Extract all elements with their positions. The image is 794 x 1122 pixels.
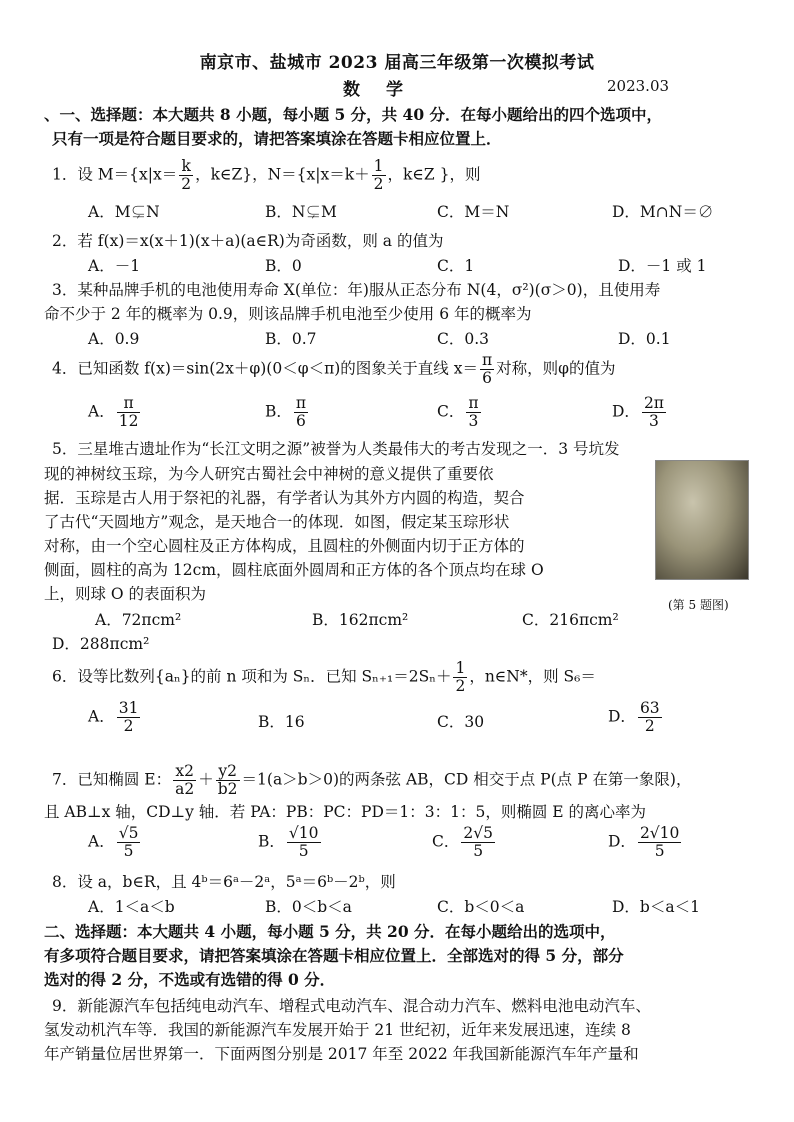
q6-option-d-frac (638, 700, 662, 735)
q4-option-a-den: 12 (118, 412, 139, 430)
q1-stem-a: 1．设 M＝{x|x＝ (52, 165, 178, 184)
q4-frac-num: π (481, 351, 493, 369)
q7-frac1-den: a2 (175, 780, 195, 798)
q7-option-a-den: 5 (123, 842, 134, 860)
q7-option-a-label: A． (88, 832, 115, 851)
q7-frac2 (216, 763, 240, 798)
q4-option-b-num: π (295, 394, 307, 412)
q7-option-c-den: 5 (473, 842, 484, 860)
jade-cong-photo (655, 460, 749, 580)
q7-option-a-num: √5 (118, 824, 139, 842)
q4-stem (52, 352, 752, 387)
q5-line5: 对称，由一个空心圆柱及正方体构成，且圆柱的外侧面内切于正方体的 (44, 537, 525, 555)
q7-option-b-num: √10 (288, 824, 319, 842)
q7-option-d-num: 2√10 (639, 824, 680, 842)
section2-line2: 有多项符合题目要求，请把答案填涂在答题卡相应位置上．全部选对的得 5 分，部分 (44, 946, 624, 965)
q8-option-d: D．b＜a＜1 (612, 898, 700, 916)
q1-option-c: C．M＝N (437, 203, 510, 221)
exam-date: 2023.03 (607, 77, 670, 95)
q7-option-d-label: D． (608, 832, 636, 851)
q1-option-b: B．N⊊M (265, 203, 337, 221)
q7-option-b-den: 5 (298, 842, 309, 860)
section1-line2: 只有一项是符合题目要求的，请把答案填涂在答题卡相应位置上． (52, 129, 502, 148)
q1-frac1-den: 2 (181, 175, 192, 193)
q6-option-d-label: D． (608, 707, 636, 726)
q4-option-c (437, 395, 483, 430)
q8-option-c: C．b＜0＜a (437, 898, 525, 916)
q7-frac2-num: y2 (216, 763, 240, 781)
q1-frac2-den: 2 (373, 175, 384, 193)
q4-option-a-label: A． (88, 402, 115, 421)
q4-option-a-frac (117, 395, 141, 430)
q7-stem-a: 7．已知椭圆 E： (52, 770, 172, 789)
q1-stem (52, 158, 752, 193)
q7-option-c (432, 825, 497, 860)
q4-stem-a: 4．已知函数 f(x)＝sin(2x＋φ)(0＜φ＜π)的图象关于直线 x＝ (52, 359, 478, 378)
q7-option-a (88, 825, 142, 860)
q4-frac-den: 6 (482, 369, 493, 387)
q6-option-a-num: 31 (118, 699, 139, 717)
q6-stem-a: 6．设等比数列{aₙ}的前 n 项和为 Sₙ．已知 Sₙ₊₁＝2Sₙ＋ (52, 667, 452, 686)
q2-stem: 2．若 f(x)＝x(x＋1)(x＋a)(a∈R)为奇函数，则 a 的值为 (52, 232, 444, 250)
q9-line1: 9．新能源汽车包括纯电动汽车、增程式电动汽车、混合动力汽车、燃料电池电动汽车、 (52, 997, 651, 1015)
q6-frac-den: 2 (455, 677, 466, 695)
q1-frac1 (179, 158, 193, 193)
q4-frac (480, 352, 494, 387)
q5-line3: 据．玉琮是古人用于祭祀的礼器，有学者认为其外方内圆的构造，契合 (44, 489, 525, 507)
q5-line1: 5．三星堆古遗址作为“长江文明之源”被誉为人类最伟大的考古发现之一．3 号坑发 (52, 440, 620, 458)
q2-option-b: B．0 (265, 257, 302, 275)
q5-figure-caption: (第 5 题图) (668, 598, 729, 612)
q4-option-d-frac (642, 395, 666, 430)
q4-option-c-label: C． (437, 402, 465, 421)
q4-option-d (612, 395, 668, 430)
q3-option-c: C．0.3 (437, 330, 490, 348)
q5-option-a: A．72πcm² (95, 611, 182, 629)
q6-option-a-label: A． (88, 707, 115, 726)
q4-option-a (88, 395, 142, 430)
q2-option-a: A．－1 (88, 257, 141, 275)
q4-option-c-num: π (468, 394, 479, 412)
q7-plus: ＋ (198, 770, 214, 789)
q4-option-d-num: 2π (643, 394, 664, 412)
q8-stem: 8．设 a，b∈R，且 4ᵇ＝6ᵃ－2ᵃ，5ᵃ＝6ᵇ－2ᵇ，则 (52, 873, 396, 891)
q4-option-d-label: D． (612, 402, 640, 421)
q1-stem-b: ，k∈Z}，N＝{x|x＝k＋ (195, 165, 370, 184)
q6-frac (453, 660, 467, 695)
q5-line4: 了古代“天圆地方”观念，是天地合一的体现．如图，假定某玉琮形状 (44, 513, 510, 531)
q4-option-c-frac (466, 395, 480, 430)
q7-option-b-label: B． (258, 832, 285, 851)
q1-frac2-num: 1 (373, 157, 384, 175)
q7-option-c-num: 2√5 (463, 824, 493, 842)
q7-frac1-num: x2 (173, 763, 196, 781)
q4-option-a-num: π (117, 395, 141, 413)
q5-line6: 侧面，圆柱的高为 12cm，圆柱底面外圆周和正方体的各个顶点均在球 O (44, 561, 544, 579)
q6-stem (52, 660, 752, 695)
q1-frac1-num: k (179, 158, 193, 176)
q9-line2: 氢发动机汽车等．我国的新能源汽车发展开始于 21 世纪初，近年来发展迅速，连续 8 (44, 1021, 631, 1039)
q2-option-c: C．1 (437, 257, 475, 275)
q6-option-d-num: 63 (639, 699, 660, 717)
q7-option-b-frac (287, 825, 321, 860)
section1-line1: 、一、选择题：本大题共 8 小题，每小题 5 分，共 40 分．在每小题给出的四个选项中， (44, 105, 663, 124)
q3-line2: 命不少于 2 年的概率为 0.9，则该品牌手机电池至少使用 6 年的概率为 (44, 305, 532, 323)
q3-option-b: B．0.7 (265, 330, 317, 348)
q7-option-d (608, 825, 683, 860)
q7-stem-b: ＝1(a＞b＞0)的两条弦 AB，CD 相交于点 P(点 P 在第一象限)， (241, 770, 692, 789)
exam-subject: 数学 (343, 80, 429, 100)
q1-option-d: D．M∩N＝∅ (612, 203, 714, 221)
q1-option-a: A．M⊊N (88, 203, 160, 221)
q2-option-d: D．－1 或 1 (618, 257, 707, 275)
q4-option-d-den: 3 (649, 412, 659, 430)
q7-option-c-label: C． (432, 832, 460, 851)
q7-frac1 (173, 763, 196, 798)
q3-option-a: A．0.9 (88, 330, 140, 348)
q6-option-a-den: 2 (123, 717, 134, 735)
q7-option-a-frac (117, 825, 141, 860)
q5-option-d: D．288πcm² (52, 635, 150, 653)
q4-option-b-den: 6 (296, 412, 306, 430)
q5-option-c: C．216πcm² (522, 611, 619, 629)
q7-option-d-den: 5 (654, 842, 665, 860)
q3-option-d: D．0.1 (618, 330, 671, 348)
q3-line1: 3．某种品牌手机的电池使用寿命 X(单位：年)服从正态分布 N(4，σ²)(σ＞0)，且使用寿 (52, 281, 661, 299)
section2-line1: 二、选择题：本大题共 4 小题，每小题 5 分，共 20 分．在每小题给出的选项中， (44, 922, 616, 941)
section2-line3: 选对的得 2 分，不选或有选错的得 0 分． (44, 970, 336, 989)
q6-option-b: B．16 (258, 713, 305, 731)
q7-option-d-frac (638, 825, 681, 860)
q4-option-c-den: 3 (468, 412, 479, 430)
q6-option-d-den: 2 (644, 717, 655, 735)
q6-option-c: C．30 (437, 713, 485, 731)
q6-option-a (88, 700, 142, 735)
q6-stem-b: ，n∈N*，则 S₆＝ (469, 667, 596, 686)
q7-stem (52, 763, 752, 798)
q4-option-b (265, 395, 310, 430)
q1-stem-c: ，k∈Z }，则 (387, 165, 481, 184)
q7-option-b (258, 825, 323, 860)
q8-option-b: B．0＜b＜a (265, 898, 352, 916)
q7-line2: 且 AB⊥x 轴，CD⊥y 轴．若 PA：PB：PC：PD＝1：3：1：5，则椭圆 E 的离心率为 (44, 803, 647, 821)
q7-option-c-frac (461, 825, 495, 860)
q6-frac-num: 1 (455, 659, 466, 677)
q6-option-d (608, 700, 664, 735)
q1-frac2 (372, 158, 386, 193)
exam-title: 南京市、盐城市 2023 届高三年级第一次模拟考试 (199, 53, 595, 73)
q4-option-b-label: B． (265, 402, 292, 421)
q7-frac2-den: b2 (217, 780, 238, 798)
q4-option-b-frac (294, 395, 308, 430)
q9-line3: 年产销量位居世界第一．下面两图分别是 2017 年至 2022 年我国新能源汽车年产量和 (44, 1045, 639, 1063)
q8-option-a: A．1＜a＜b (88, 898, 175, 916)
q5-option-b: B．162πcm² (312, 611, 409, 629)
q5-line2: 现的神树纹玉琮，为今人研究古蜀社会中神树的意义提供了重要依 (44, 465, 494, 483)
q5-line7: 上，则球 O 的表面积为 (44, 585, 207, 603)
q6-option-a-frac (117, 700, 141, 735)
q4-stem-b: 对称，则φ的值为 (496, 359, 616, 378)
